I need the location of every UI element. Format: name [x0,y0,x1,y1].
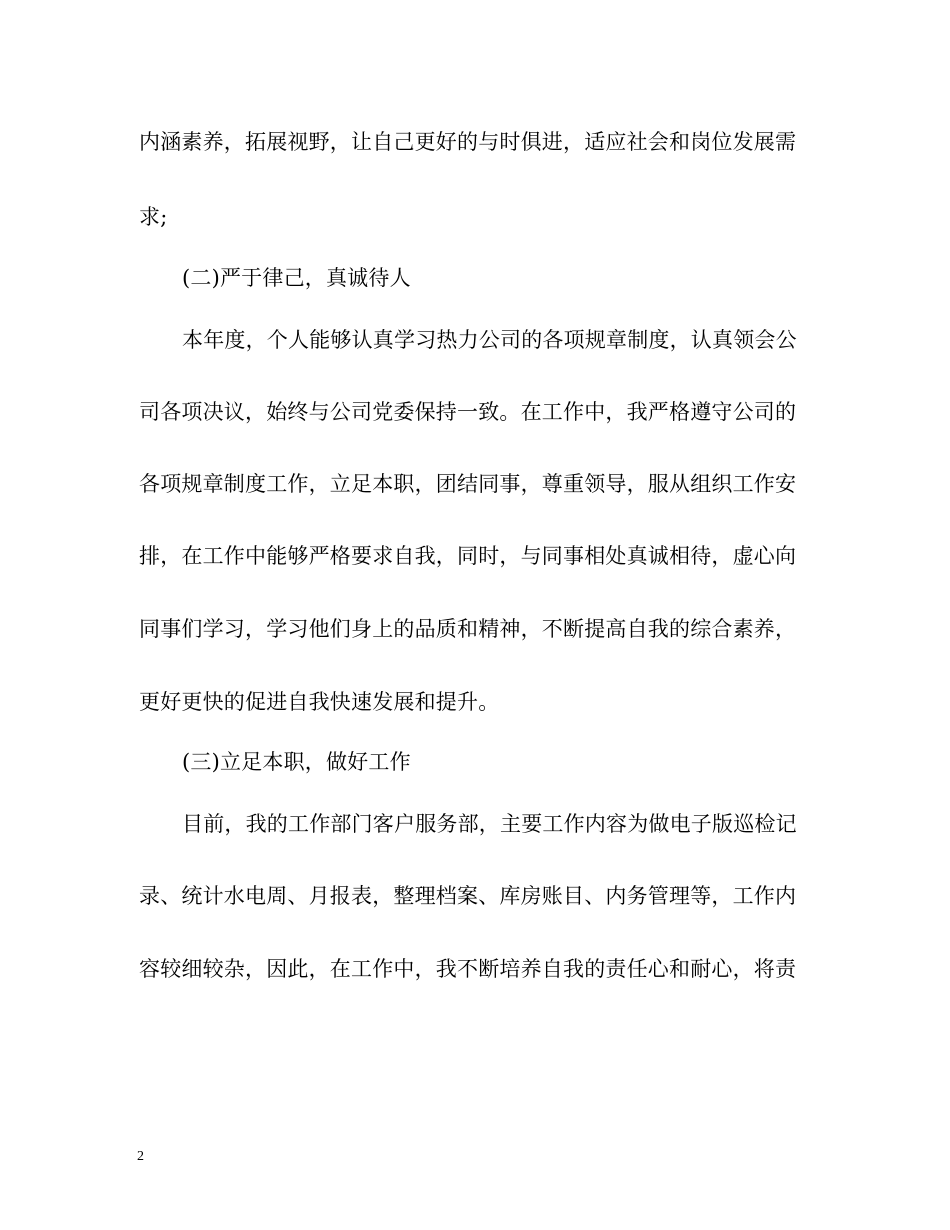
body-text-line: 各项规章制度工作，立足本职，团结同事，尊重领导，服从组织工作安 [139,472,797,496]
body-text-line: 本年度，个人能够认真学习热力公司的各项规章制度，认真领会公 [182,328,797,352]
body-text-line: 同事们学习，学习他们身上的品质和精神，不断提高自我的综合素养， [139,617,797,641]
body-text-line: 录、统计水电周、月报表，整理档案、库房账目、内务管理等，工作内 [139,884,797,908]
body-text-line: 司各项决议，始终与公司党委保持一致。在工作中，我严格遵守公司的 [139,400,797,424]
body-text-line: 排，在工作中能够严格要求自我，同时，与同事相处真诚相待，虚心向 [139,544,797,568]
body-text-line: 容较细较杂，因此，在工作中，我不断培养自我的责任心和耐心，将责 [139,957,797,981]
section-heading: (二)严于律己，真诚待人 [182,266,411,290]
body-text-line: 目前，我的工作部门客户服务部，主要工作内容为做电子版巡检记 [182,812,797,836]
section-heading: (三)立足本职，做好工作 [182,750,411,774]
body-text-line: 求; [139,205,168,229]
page-number: 2 [137,1149,144,1164]
body-text-line: 更好更快的促进自我快速发展和提升。 [139,690,500,714]
body-text-line: 内涵素养，拓展视野，让自己更好的与时俱进，适应社会和岗位发展需 [139,130,797,154]
